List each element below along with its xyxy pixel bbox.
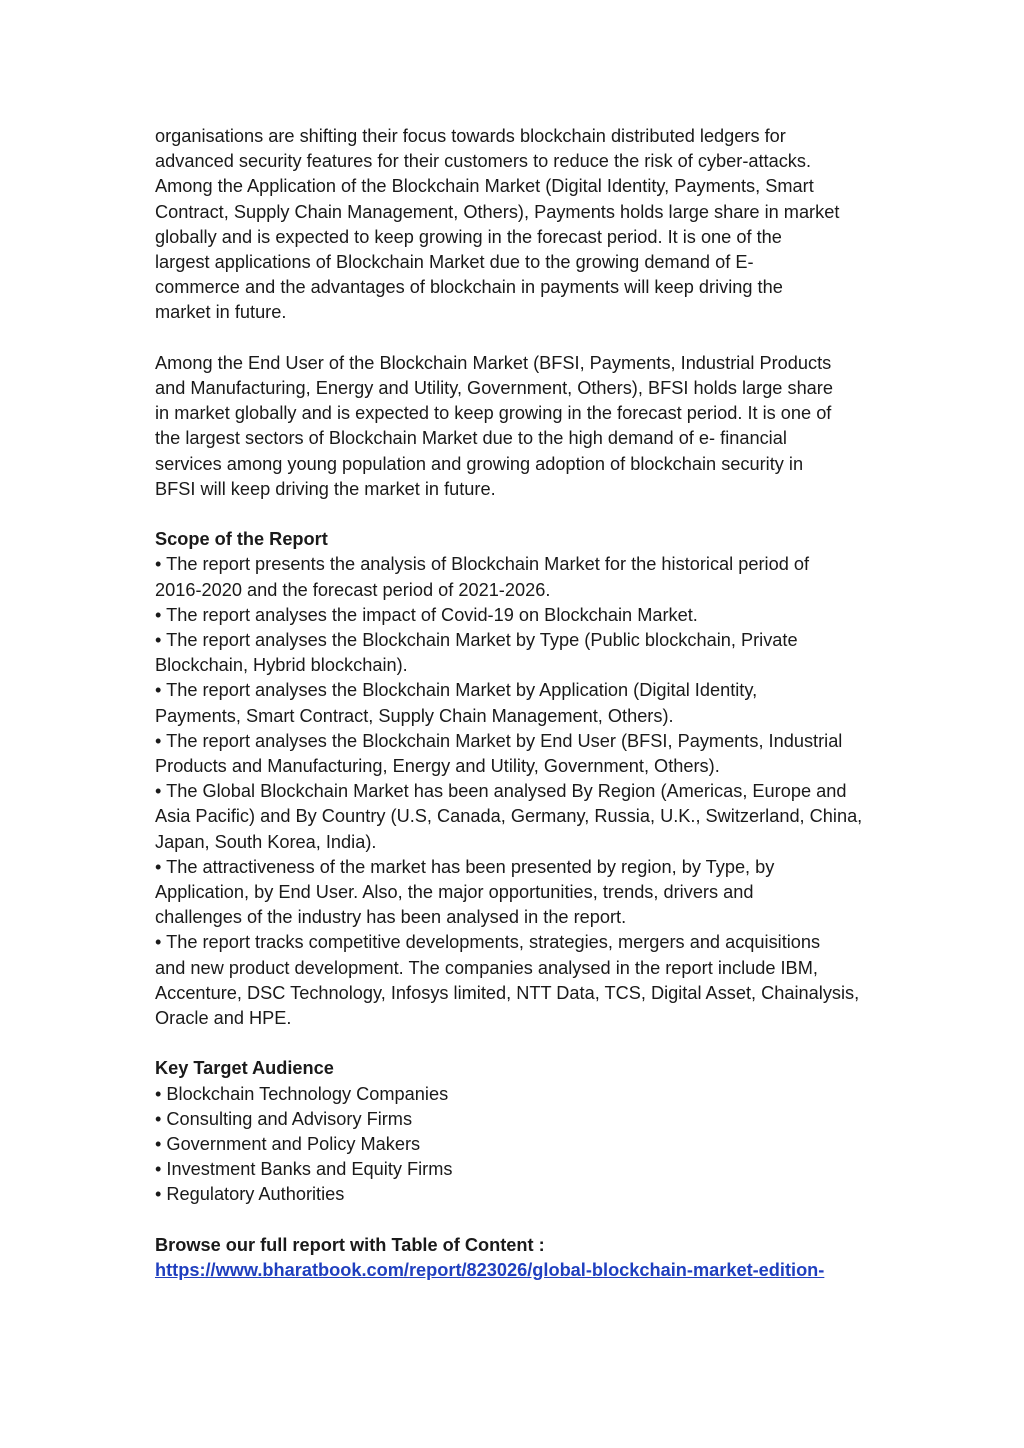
document-page [155, 124, 875, 1283]
paragraph-end-user [155, 351, 875, 502]
text-line: BFSI will keep driving the market in future. [155, 478, 496, 499]
text-line: Among the End User of the Blockchain Market (BFSI, Payments, Industrial Products [155, 352, 832, 373]
scope-line: • The report analyses the Blockchain Market by End User (BFSI, Payments, Industrial [155, 730, 843, 751]
scope-line: Japan, South Korea, India). [155, 831, 377, 852]
text-line: the largest sectors of Blockchain Market due to the high demand of e- financial [155, 428, 787, 449]
report-link[interactable]: https://www.bharatbook.com/report/823026/global-blockchain-market-edition- [155, 1260, 825, 1281]
scope-line: Oracle and HPE. [155, 1008, 292, 1029]
browse-section [155, 1233, 875, 1283]
paragraph-spacer [155, 1208, 875, 1233]
audience-item: • Regulatory Authorities [155, 1184, 345, 1205]
scope-line: Blockchain, Hybrid blockchain). [155, 655, 408, 676]
audience-heading: Key Target Audience [155, 1058, 334, 1079]
paragraph-spacer [155, 502, 875, 527]
scope-line: and new product development. The companies analysed in the report include IBM, [155, 957, 818, 978]
scope-line: Products and Manufacturing, Energy and Utility, Government, Others). [155, 756, 720, 777]
browse-heading: Browse our full report with Table of Content : [155, 1234, 545, 1255]
scope-line: • The report presents the analysis of Blockchain Market for the historical period of [155, 554, 810, 575]
text-line: advanced security features for their customers to reduce the risk of cyber-attacks. [155, 151, 812, 172]
scope-line: • The attractiveness of the market has been presented by region, by Type, by [155, 856, 775, 877]
paragraph-spacer [155, 1031, 875, 1056]
audience-section [155, 1056, 875, 1207]
scope-section [155, 527, 875, 1031]
scope-line: challenges of the industry has been analysed in the report. [155, 907, 627, 928]
paragraph-spacer [155, 326, 875, 351]
text-line: and Manufacturing, Energy and Utility, Government, Others), BFSI holds large share [155, 378, 833, 399]
text-line: Among the Application of the Blockchain Market (Digital Identity, Payments, Smart [155, 176, 814, 197]
scope-line: • The Global Blockchain Market has been analysed By Region (Americas, Europe and [155, 781, 847, 802]
scope-line: 2016-2020 and the forecast period of 2021-2026. [155, 579, 551, 600]
audience-item: • Government and Policy Makers [155, 1134, 421, 1155]
scope-line: Application, by End User. Also, the major opportunities, trends, drivers and [155, 882, 754, 903]
text-line: globally and is expected to keep growing in the forecast period. It is one of the [155, 226, 782, 247]
scope-line: Asia Pacific) and By Country (U.S, Canada, Germany, Russia, U.K., Switzerland, China, [155, 806, 863, 827]
text-line: Contract, Supply Chain Management, Others), Payments holds large share in market [155, 201, 840, 222]
text-line: largest applications of Blockchain Market due to the growing demand of E- [155, 252, 754, 273]
text-line: in market globally and is expected to keep growing in the forecast period. It is one of [155, 403, 832, 424]
scope-line: • The report analyses the impact of Covid-19 on Blockchain Market. [155, 604, 698, 625]
text-line: services among young population and growing adoption of blockchain security in [155, 453, 804, 474]
scope-line: • The report analyses the Blockchain Market by Application (Digital Identity, [155, 680, 758, 701]
audience-item: • Blockchain Technology Companies [155, 1083, 449, 1104]
paragraph-application [155, 124, 875, 326]
scope-line: • The report tracks competitive developments, strategies, mergers and acquisitions [155, 932, 821, 953]
scope-line: Accenture, DSC Technology, Infosys limited, NTT Data, TCS, Digital Asset, Chainalysis, [155, 982, 860, 1003]
text-line: market in future. [155, 302, 287, 323]
audience-item: • Consulting and Advisory Firms [155, 1108, 413, 1129]
audience-item: • Investment Banks and Equity Firms [155, 1159, 453, 1180]
scope-line: • The report analyses the Blockchain Market by Type (Public blockchain, Private [155, 630, 798, 651]
scope-heading: Scope of the Report [155, 529, 328, 550]
scope-line: Payments, Smart Contract, Supply Chain Management, Others). [155, 705, 674, 726]
text-line: commerce and the advantages of blockchain in payments will keep driving the [155, 277, 783, 298]
text-line: organisations are shifting their focus towards blockchain distributed ledgers for [155, 126, 786, 146]
